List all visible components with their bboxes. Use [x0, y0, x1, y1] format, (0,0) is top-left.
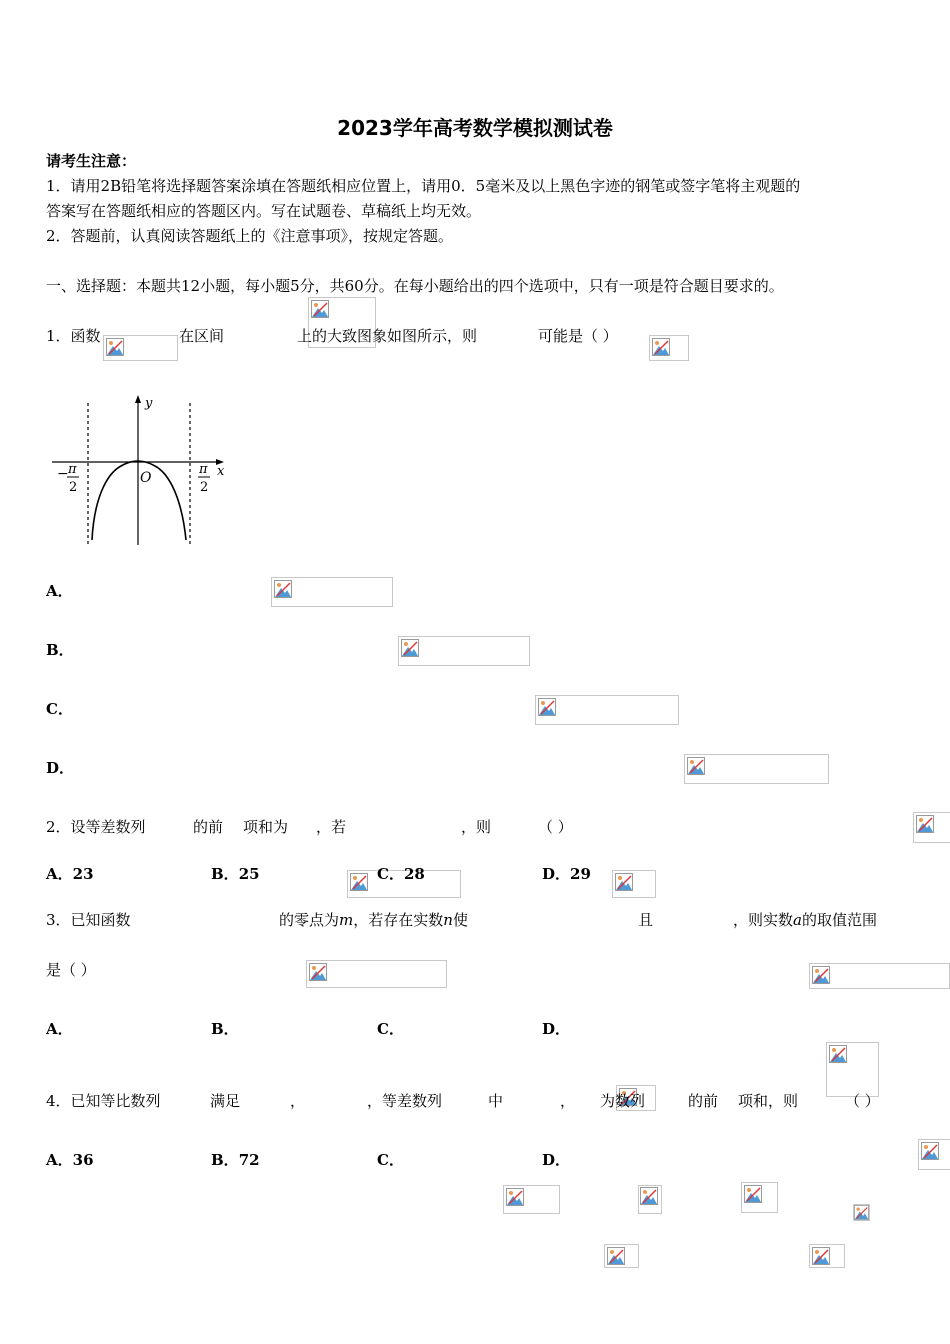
option-b-image [826, 1042, 879, 1097]
option-a [46, 1150, 94, 1170]
image-placeholder-icon [687, 757, 705, 775]
option-d-image [809, 1244, 845, 1268]
formula-image [918, 1139, 950, 1170]
left-tick-sign: − [57, 466, 69, 482]
option-value: 23 [72, 865, 94, 883]
question-3-text: 的零点为m，若存在实数n使 [279, 911, 468, 929]
curve [92, 461, 186, 540]
image-placeholder-icon [615, 873, 633, 891]
option-value: 72 [238, 1151, 260, 1169]
option-d-image [684, 754, 829, 784]
option-a [46, 864, 94, 884]
image-placeholder-icon [921, 1142, 939, 1160]
option-value: 29 [570, 865, 591, 883]
image-placeholder-icon [538, 698, 556, 716]
image-placeholder-icon [309, 963, 327, 981]
question-2-text: ，若 [316, 818, 347, 836]
notice-line1a: 1．请用2B铅笔将选择题答案涂填在答题纸相应位置上，请用0．5毫米及以上黑色字迹的钢笔或签字笔将主观题的 [46, 177, 801, 195]
option-label: A． [46, 865, 73, 883]
variable-a: a [793, 911, 802, 929]
image-placeholder-icon [607, 1247, 625, 1265]
section-heading: 一、选择题：本题共12小题，每小题5分，共60分。在每小题给出的四个选项中，只有一项是符合题目要求的。 [46, 277, 784, 295]
option-label: C． [377, 865, 404, 883]
formula-image [649, 335, 689, 361]
question-1-text: 上的大致图象如图所示，则 [297, 327, 478, 345]
option-label: D． [542, 865, 571, 883]
notice-heading: 请考生注意： [46, 152, 137, 170]
option-value: 36 [72, 1151, 94, 1169]
question-3-prefix: 3．已知函数 [46, 911, 131, 929]
option-a-image [271, 577, 393, 607]
y-label: y [145, 396, 153, 411]
formula-image [853, 1204, 870, 1221]
image-placeholder-icon [640, 1187, 658, 1205]
option-b-image [398, 636, 530, 666]
question-3-text: 是（ ） [46, 961, 96, 979]
image-placeholder-icon [401, 639, 419, 657]
option-value: 25 [238, 865, 260, 883]
option-b [211, 864, 260, 884]
formula-image [913, 812, 950, 843]
question-4-prefix: 4．已知等比数列 [46, 1092, 161, 1110]
x-label: x [217, 464, 225, 479]
question-3-text: 且 [638, 911, 654, 929]
variable-m: m [339, 911, 354, 929]
formula-image [638, 1185, 662, 1214]
formula-image [809, 963, 950, 989]
option-c [377, 864, 425, 884]
image-placeholder-icon [916, 815, 934, 833]
question-1-prefix: 1．函数 [46, 327, 101, 345]
question-1-text: 可能是（ ） [538, 327, 618, 345]
question-1-text: 在区间 [179, 327, 225, 345]
question-4-text: （ ） [845, 1092, 880, 1110]
option-b-label: B． [46, 641, 74, 659]
option-a-label: A． [46, 582, 73, 600]
option-d-label: D． [46, 759, 75, 777]
right-tick-denominator: 2 [200, 480, 209, 495]
left-tick-denominator: 2 [69, 480, 78, 495]
option-b-label: B． [211, 1020, 239, 1038]
option-d-label: D． [542, 1020, 571, 1038]
question-2-text: 的前 [193, 818, 224, 836]
image-placeholder-icon [106, 338, 124, 356]
variable-n: n [443, 911, 453, 929]
page-title: 2023学年高考数学模拟测试卷 [337, 116, 613, 140]
formula-image [612, 870, 656, 898]
option-label: B． [211, 865, 239, 883]
option-c-image [535, 695, 679, 725]
y-axis-arrow [135, 395, 141, 403]
image-placeholder-icon [812, 1247, 830, 1265]
option-b [211, 1150, 260, 1170]
formula-image [503, 1185, 560, 1214]
question-4-text: 中 [488, 1092, 504, 1110]
origin-label: O [140, 470, 152, 486]
image-placeholder-icon [829, 1045, 847, 1063]
function-graph [48, 390, 234, 550]
option-c-label: C． [46, 700, 73, 718]
question-4-text: 为数列 [600, 1092, 646, 1110]
question-4-text: 满足 [210, 1092, 241, 1110]
option-d [542, 864, 591, 884]
image-placeholder-icon [652, 338, 670, 356]
image-placeholder-icon [311, 300, 329, 318]
option-c-label: C． [377, 1151, 404, 1169]
image-placeholder-icon [506, 1188, 524, 1206]
image-placeholder-icon [744, 1185, 762, 1203]
option-d-label: D． [542, 1151, 571, 1169]
question-4-text: ， [290, 1092, 306, 1110]
notice-line1b: 答案写在答题纸相应的答题区内。写在试题卷、草稿纸上均无效。 [46, 202, 482, 220]
option-c-label: C． [377, 1020, 404, 1038]
image-placeholder-icon [350, 873, 368, 891]
right-tick-numerator: π [199, 462, 208, 477]
formula-image [741, 1182, 778, 1213]
image-placeholder-icon [854, 1205, 869, 1220]
option-label: B． [211, 1151, 239, 1169]
question-4-text: ， [560, 1092, 576, 1110]
question-3-text: ，则实数a的取值范围 [733, 911, 877, 929]
question-2-text: ，则 [461, 818, 492, 836]
left-tick-numerator: π [68, 462, 77, 477]
image-placeholder-icon [812, 966, 830, 984]
option-a-label: A． [46, 1020, 73, 1038]
option-c-image [604, 1244, 639, 1268]
question-2-text: （ ） [538, 818, 573, 836]
question-4-text: ，等差数列 [367, 1092, 443, 1110]
question-2-text: 项和为 [243, 818, 289, 836]
question-4-text: 的前 [688, 1092, 719, 1110]
option-label: A． [46, 1151, 73, 1169]
notice-line2: 2．答题前，认真阅读答题纸上的《注意事项》，按规定答题。 [46, 227, 454, 245]
formula-image [306, 960, 447, 988]
option-value: 28 [403, 865, 425, 883]
question-2-prefix: 2．设等差数列 [46, 818, 146, 836]
image-placeholder-icon [274, 580, 292, 598]
question-4-text: 项和，则 [738, 1092, 799, 1110]
formula-image [103, 335, 178, 361]
